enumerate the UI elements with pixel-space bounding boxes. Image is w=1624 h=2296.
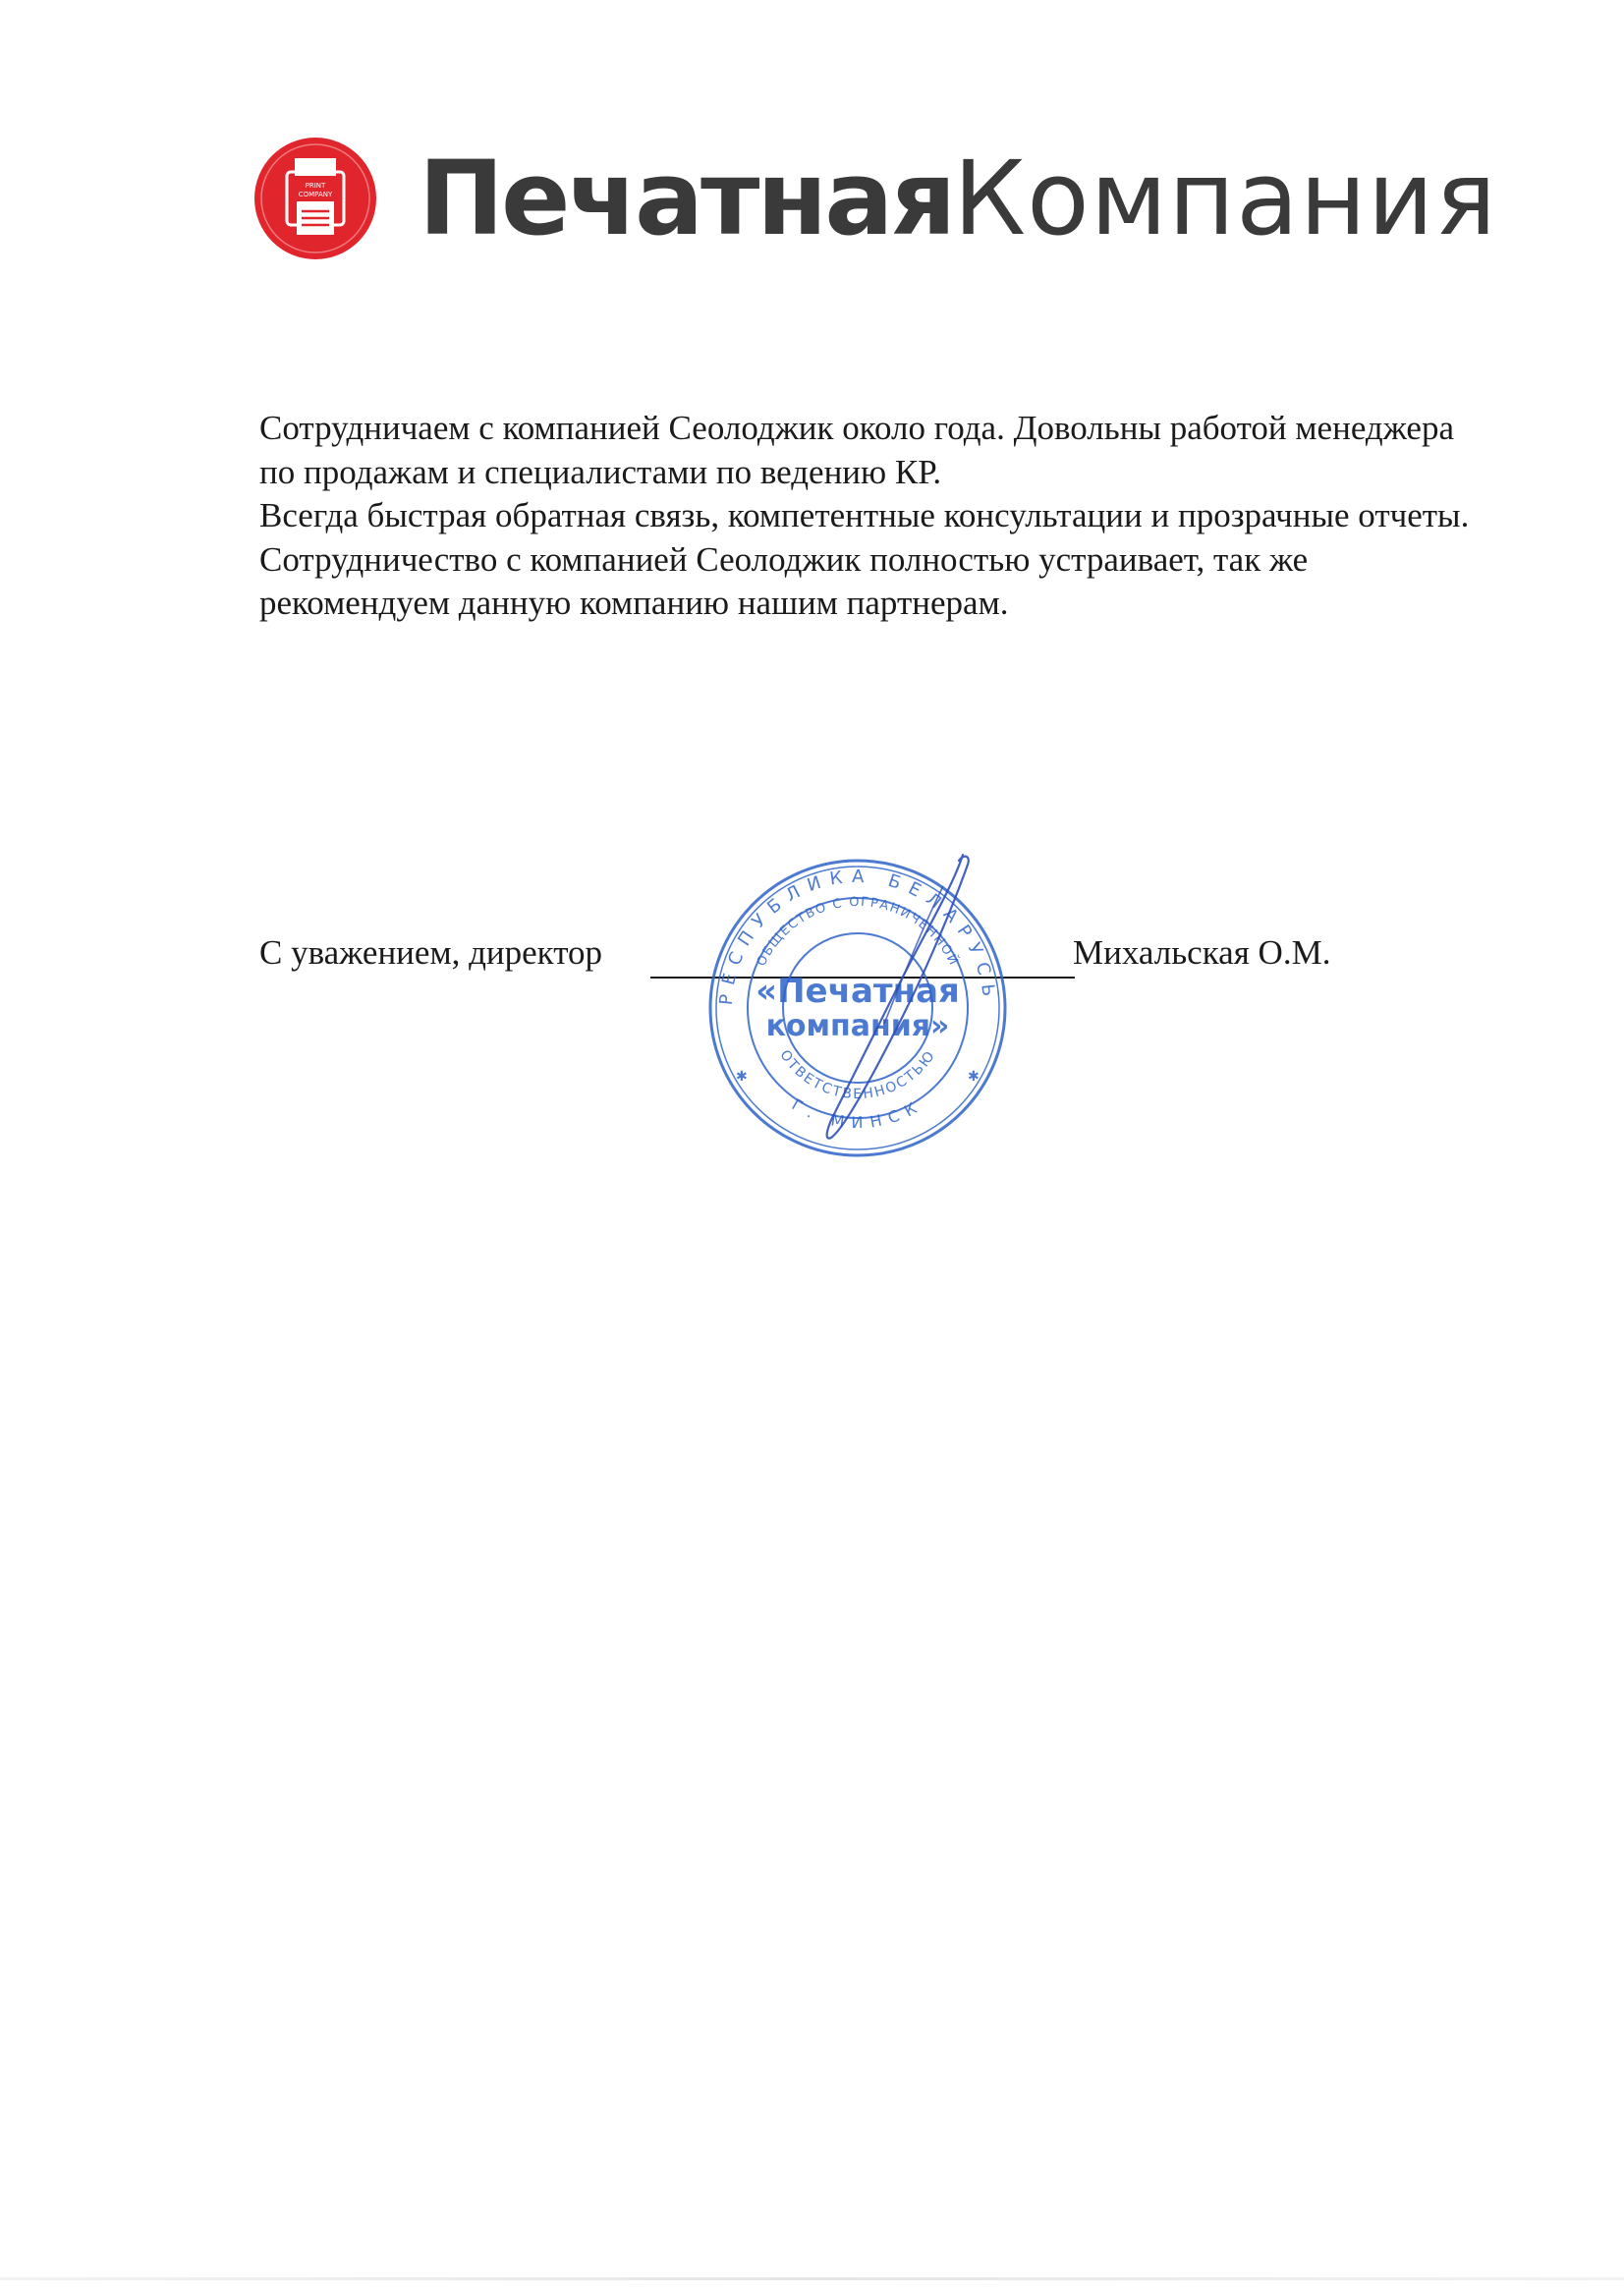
logo-word-bold: Печатная <box>419 139 954 258</box>
emblem-text-company: COMPANY <box>298 191 333 198</box>
paragraph-3: Сотрудничество с компанией Сеолоджик полностью устраивает, так же рекомендуем данную компанию нашим партнерам. <box>259 539 1309 622</box>
stamp-center-line-2: компания» <box>765 1009 950 1043</box>
paragraph-1: Сотрудничаем с компанией Сеолоджик около года. Довольны работой менеджера по продажам и специалистами по ведению КР. <box>259 409 1454 491</box>
handwritten-signature <box>806 847 982 1161</box>
scan-edge <box>0 2277 1624 2280</box>
stamp-city-text: Г. МИНСК <box>788 1094 927 1133</box>
stamp-inner-top-text: ОБЩЕСТВО С ОГРАНИЧЕННОЙ <box>754 894 962 970</box>
paragraph-2: Всегда быстрая обратная связь, компетентные консультации и прозрачные отчеты. <box>259 496 1470 534</box>
closing-text: С уважением, директор <box>259 933 603 972</box>
logo-wordmark <box>419 133 1497 265</box>
stamp-star-left-icon: ✱ <box>736 1069 748 1085</box>
letter-body <box>259 407 1487 626</box>
logo-word-light: Компания <box>953 139 1498 258</box>
stamp-inner-bottom-text: ОТВЕТСТВЕННОСТЬЮ <box>776 1046 939 1103</box>
stamp-star-right-icon: ✱ <box>968 1069 980 1085</box>
stamp-center-line-1: «Печатная <box>756 972 960 1011</box>
signer-name: Михальская О.М. <box>1073 933 1331 972</box>
company-logo <box>253 133 1550 265</box>
emblem-text-print: PRINT <box>305 182 326 190</box>
printer-icon <box>253 137 377 260</box>
stamp-outer-text: РЕСПУБЛИКА БЕЛАРУСЬ <box>715 866 1000 1006</box>
